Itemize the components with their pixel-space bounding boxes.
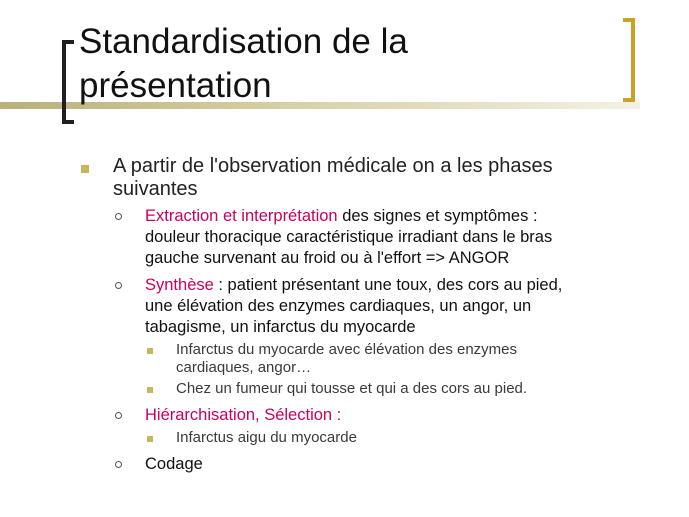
intro-text: A partir de l'observation médicale on a les phases suivantes bbox=[113, 155, 553, 200]
sub-item-infarctus-aigu: Infarctus aigu du myocarde bbox=[176, 429, 357, 446]
level3-bullet-icon bbox=[147, 387, 153, 393]
list-item-codage: Codage bbox=[145, 455, 203, 473]
list-item-hierarchisation bbox=[145, 405, 645, 426]
slide-title bbox=[79, 20, 599, 108]
right-bracket bbox=[623, 18, 635, 102]
keyword-synthese: Synthèse bbox=[145, 276, 214, 294]
sub-item-fumeur: Chez un fumeur qui tousse et qui a des cors au pied. bbox=[176, 380, 528, 397]
sub-item-infarctus-enzymes: Infarctus du myocarde avec élévation des enzymes cardiaques, angor… bbox=[176, 341, 518, 376]
left-bracket bbox=[62, 40, 74, 124]
title-line-1: Standardisation de la bbox=[79, 22, 408, 61]
level1-bullet-icon bbox=[81, 165, 89, 173]
keyword-extraction: Extraction et interprétation bbox=[145, 207, 338, 225]
keyword-hierarchisation: Hiérarchisation, Sélection : bbox=[145, 406, 342, 424]
level3-bullet-icon bbox=[147, 348, 153, 354]
level2-bullet-icon bbox=[115, 282, 122, 289]
level3-bullet-icon bbox=[147, 436, 153, 442]
title-line-2: présentation bbox=[79, 66, 272, 105]
level2-bullet-icon bbox=[115, 461, 122, 468]
level2-bullet-icon bbox=[115, 412, 122, 419]
level2-bullet-icon bbox=[115, 213, 122, 220]
list-item-extraction: Extraction et interprétation des signes et symptômes : douleur thoracique caractéristique irradiant dans le bras gauche survenant au froid ou à l'effort => ANGOR bbox=[145, 207, 553, 267]
list-item-synthese: Synthèse : patient présentant une toux, des cors au pied, une élévation des enzymes cardiaques, un angor, un tabagisme, un infarctus du myocarde bbox=[145, 276, 563, 336]
